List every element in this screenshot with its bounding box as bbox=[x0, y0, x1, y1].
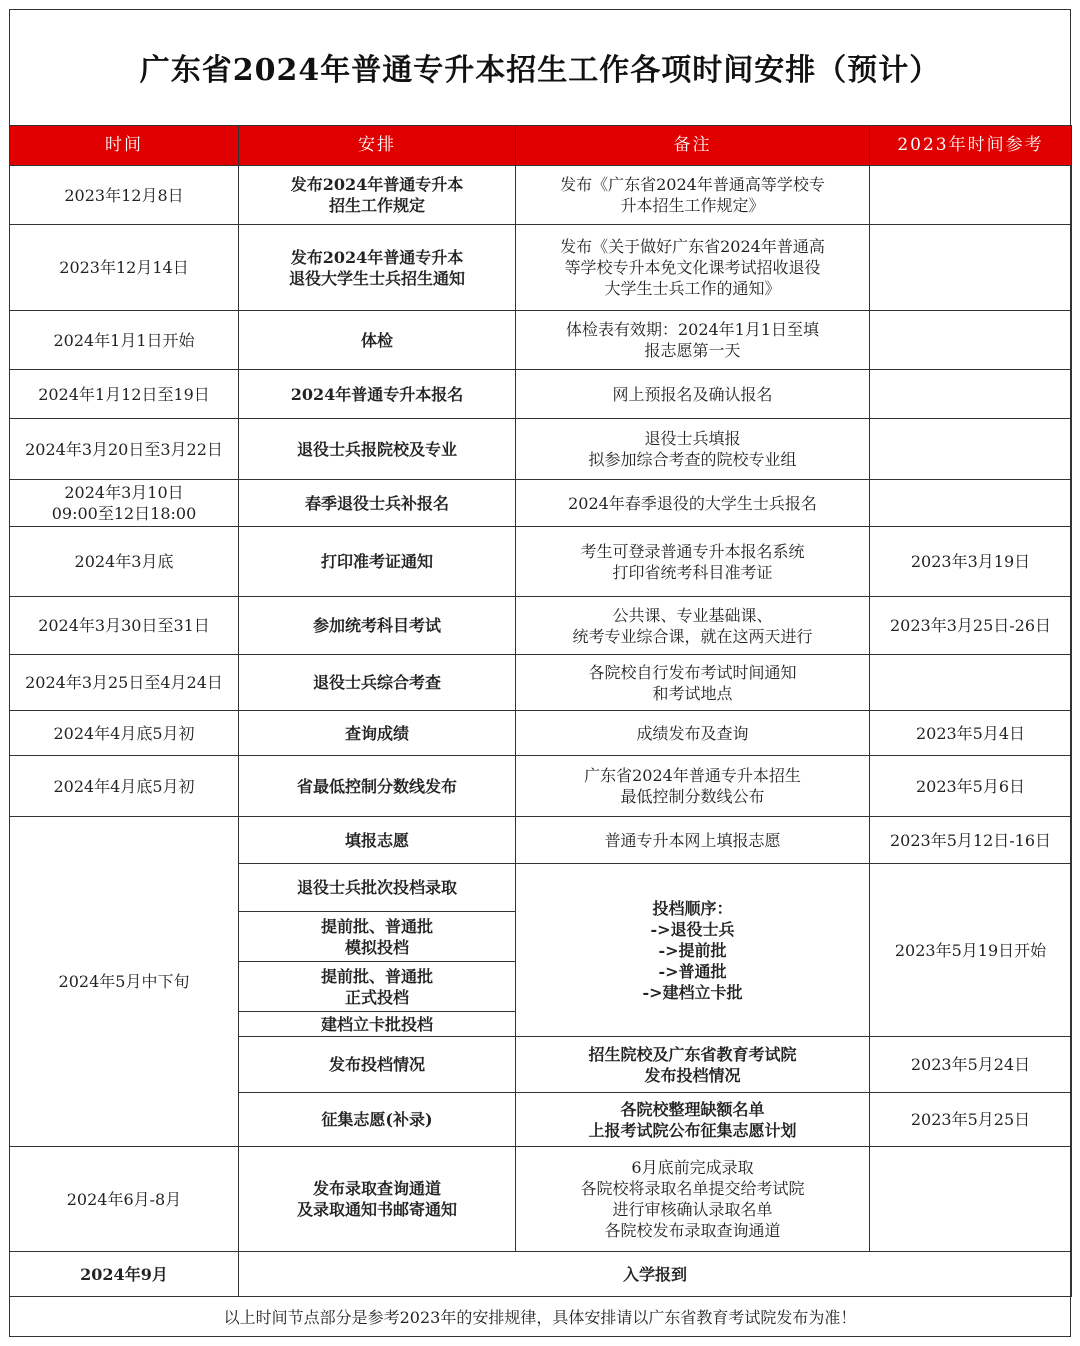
plan-cell-line: 发布2024年普通专升本 bbox=[290, 247, 464, 267]
note-cell bbox=[516, 480, 870, 527]
note-cell bbox=[516, 1093, 870, 1147]
note-cell bbox=[516, 1147, 870, 1252]
plan-cell-line: 发布录取查询通道 bbox=[312, 1179, 441, 1198]
note-cell-line: 6月底前完成录取 bbox=[631, 1158, 754, 1177]
ref-cell-line: 2023年3月25日-26日 bbox=[889, 616, 1052, 635]
plan-cell bbox=[239, 1037, 516, 1093]
plan-cell-line: 打印准考证通知 bbox=[320, 552, 433, 571]
plan-cell bbox=[239, 419, 516, 480]
batch-plan-cell-line: 正式投档 bbox=[344, 987, 409, 1007]
ref-cell bbox=[870, 1147, 1072, 1252]
time-cell bbox=[10, 225, 239, 311]
header-row bbox=[10, 126, 1072, 166]
plan-cell bbox=[239, 1093, 516, 1147]
time-cell-line: 2024年3月20日至3月22日 bbox=[25, 439, 223, 459]
plan-cell bbox=[239, 370, 516, 419]
plan-cell-line: 2024年普通专升本报名 bbox=[290, 384, 464, 404]
plan-cell-line: 招生工作规定 bbox=[328, 196, 425, 215]
ref-cell-line: 2023年5月12日-16日 bbox=[889, 830, 1052, 850]
ref-cell bbox=[870, 480, 1072, 527]
note-cell-line: 等学校专升本免文化课考试招收退役 bbox=[564, 258, 821, 277]
time-cell-line: 2024年9月 bbox=[80, 1264, 168, 1284]
order-note-cell-line: 投档顺序： bbox=[652, 898, 733, 918]
note-cell-line: 进行审核确认录取名单 bbox=[612, 1200, 773, 1219]
ref-cell bbox=[870, 370, 1072, 419]
note-cell-line: 2024年春季退役的大学生士兵报名 bbox=[568, 493, 817, 513]
note-cell-line: 各院校将录取名单提交给考试院 bbox=[580, 1179, 805, 1198]
note-cell-line: 最低控制分数线公布 bbox=[620, 787, 765, 806]
batch-plan-cell-line: 提前批、普通批 bbox=[320, 966, 433, 986]
time-cell bbox=[10, 311, 239, 370]
plan-cell-line: 退役士兵报院校及专业 bbox=[296, 439, 457, 459]
batch-plan-cell-line: 提前批、普通批 bbox=[320, 916, 433, 936]
note-cell-line: 上报考试院公布征集志愿计划 bbox=[588, 1120, 797, 1140]
time-cell-line: 2024年3月25日至4月24日 bbox=[25, 673, 223, 692]
table-row bbox=[10, 756, 1072, 817]
ref-cell bbox=[870, 225, 1072, 311]
note-cell bbox=[516, 166, 870, 225]
time-cell bbox=[10, 655, 239, 711]
plan-cell bbox=[239, 1147, 516, 1252]
time-cell-line: 2024年3月底 bbox=[74, 552, 174, 571]
order-note-cell bbox=[516, 864, 870, 1037]
table-row bbox=[10, 655, 1072, 711]
time-cell bbox=[10, 1147, 239, 1252]
plan-cell bbox=[239, 756, 516, 817]
note-cell-line: 成绩发布及查询 bbox=[636, 723, 749, 743]
table-row bbox=[10, 311, 1072, 370]
ref-cell bbox=[870, 1037, 1072, 1093]
time-cell-line: 09:00至12日18:00 bbox=[51, 504, 197, 523]
table-row bbox=[10, 597, 1072, 655]
plan-cell-line: 省最低控制分数线发布 bbox=[296, 776, 457, 796]
plan-cell bbox=[239, 225, 516, 311]
table-row bbox=[10, 166, 1072, 225]
order-note-cell-line: ->建档立卡批 bbox=[642, 982, 743, 1002]
header-plan: 安排 bbox=[239, 126, 516, 166]
note-cell-line: 升本招生工作规定》 bbox=[620, 196, 765, 215]
plan-cell bbox=[239, 655, 516, 711]
note-cell bbox=[516, 597, 870, 655]
ref-cell bbox=[870, 311, 1072, 370]
time-cell-line: 2024年3月30日至31日 bbox=[38, 616, 210, 635]
batch-plan-cell bbox=[239, 962, 516, 1012]
note-cell-line: 统考专业综合课，就在这两天进行 bbox=[572, 626, 813, 646]
batch-plan-cell-line: 退役士兵批次投档录取 bbox=[296, 878, 457, 897]
note-cell-line: 拟参加综合考查的院校专业组 bbox=[588, 450, 797, 469]
header-note: 备注 bbox=[516, 126, 870, 166]
plan-cell-line: 春季退役士兵补报名 bbox=[304, 493, 449, 513]
note-cell bbox=[516, 419, 870, 480]
plan-cell bbox=[239, 527, 516, 597]
ref-cell-line: 2023年5月25日 bbox=[910, 1110, 1031, 1129]
note-cell-line: 大学生士兵工作的通知》 bbox=[604, 279, 781, 298]
plan-cell-line: 退役士兵综合考查 bbox=[312, 673, 441, 692]
order-note-cell-line: ->普通批 bbox=[658, 961, 727, 981]
time-cell bbox=[10, 419, 239, 480]
note-cell-line: 报志愿第一天 bbox=[644, 341, 741, 360]
note-cell-line: 普通专升本网上填报志愿 bbox=[604, 830, 781, 850]
time-cell-line: 2023年12月8日 bbox=[64, 185, 184, 205]
batch-plan-cell bbox=[239, 912, 516, 962]
note-cell bbox=[516, 370, 870, 419]
note-cell-line: 公共课、专业基础课、 bbox=[612, 605, 773, 625]
ref-cell-line: 2023年5月19日开始 bbox=[894, 940, 1047, 960]
plan-cell bbox=[239, 817, 516, 864]
note-cell bbox=[516, 655, 870, 711]
note-cell-line: 各院校自行发布考试时间通知 bbox=[588, 662, 797, 682]
table-row bbox=[10, 419, 1072, 480]
table-row bbox=[10, 225, 1072, 311]
note-cell-line: 发布《广东省2024年普通高等学校专 bbox=[560, 175, 825, 194]
table-row bbox=[10, 480, 1072, 527]
time-cell bbox=[10, 370, 239, 419]
batch-plan-cell bbox=[239, 1012, 516, 1037]
note-cell bbox=[516, 756, 870, 817]
ref-cell bbox=[870, 817, 1072, 864]
ref-cell-line: 2023年3月19日 bbox=[910, 552, 1031, 571]
batch-plan-cell-line: 模拟投档 bbox=[344, 937, 409, 957]
header-ref: 2023年时间参考 bbox=[870, 126, 1072, 166]
note-cell bbox=[516, 817, 870, 864]
ref-cell bbox=[870, 419, 1072, 480]
note-cell-line: 发布投档情况 bbox=[644, 1065, 741, 1085]
plan-cell-line: 体检 bbox=[360, 330, 393, 350]
time-cell-line: 2024年1月1日开始 bbox=[53, 330, 195, 350]
time-cell bbox=[10, 756, 239, 817]
note-cell-line: 网上预报名及确认报名 bbox=[612, 384, 773, 404]
ref-cell bbox=[870, 1093, 1072, 1147]
plan-cell bbox=[239, 166, 516, 225]
time-cell-line: 2024年4月底5月初 bbox=[53, 723, 195, 743]
note-cell-line: 广东省2024年普通专升本招生 bbox=[584, 766, 801, 785]
note-cell-line: 各院校发布录取查询通道 bbox=[604, 1221, 781, 1240]
ref-cell-line: 2023年5月24日 bbox=[910, 1055, 1031, 1074]
batch-plan-cell-line: 建档立卡批投档 bbox=[320, 1014, 433, 1034]
plan-cell-line: 征集志愿(补录) bbox=[321, 1110, 433, 1129]
time-cell bbox=[10, 166, 239, 225]
note-cell bbox=[516, 527, 870, 597]
time-cell-line: 2023年12月14日 bbox=[59, 258, 189, 277]
plan-cell-line: 入学报到 bbox=[622, 1264, 687, 1284]
note-cell-line: 体检表有效期：2024年1月1日至填 bbox=[565, 320, 820, 339]
time-cell-line: 2024年1月12日至19日 bbox=[38, 384, 210, 404]
note-cell-line: 各院校整理缺额名单 bbox=[620, 1099, 765, 1119]
table-row bbox=[10, 711, 1072, 756]
plan-cell-line: 参加统考科目考试 bbox=[312, 616, 441, 635]
plan-cell-line: 退役大学生士兵招生通知 bbox=[288, 268, 465, 288]
note-cell bbox=[516, 711, 870, 756]
note-cell bbox=[516, 311, 870, 370]
time-cell bbox=[10, 480, 239, 527]
ref-cell-line: 2023年5月4日 bbox=[915, 723, 1026, 743]
table-row bbox=[10, 370, 1072, 419]
time-cell-line: 2024年4月底5月初 bbox=[53, 776, 195, 796]
time-cell bbox=[10, 597, 239, 655]
time-cell-line: 2024年5月中下旬 bbox=[58, 972, 190, 991]
ref-cell bbox=[870, 166, 1072, 225]
time-cell bbox=[10, 527, 239, 597]
ref-cell bbox=[870, 655, 1072, 711]
plan-cell-line: 发布投档情况 bbox=[328, 1055, 425, 1074]
plan-cell-line: 发布2024年普通专升本 bbox=[290, 175, 464, 194]
table-row bbox=[10, 527, 1072, 597]
ref-cell bbox=[870, 756, 1072, 817]
plan-cell-line: 及录取通知书邮寄通知 bbox=[296, 1200, 457, 1219]
time-cell bbox=[10, 1252, 239, 1297]
plan-cell bbox=[239, 1252, 1072, 1297]
note-cell-line: 打印省统考科目准考证 bbox=[612, 562, 773, 582]
ref-cell bbox=[870, 527, 1072, 597]
table-row bbox=[10, 817, 1072, 864]
note-cell bbox=[516, 1037, 870, 1093]
note-cell-line: 发布《关于做好广东省2024年普通高 bbox=[560, 237, 825, 256]
plan-cell-line: 查询成绩 bbox=[344, 723, 409, 743]
table-row bbox=[10, 1147, 1072, 1252]
time-cell bbox=[10, 711, 239, 756]
plan-cell bbox=[239, 597, 516, 655]
plan-cell bbox=[239, 711, 516, 756]
ref-cell bbox=[870, 864, 1072, 1037]
time-cell bbox=[10, 817, 239, 1147]
footer-note: 以上时间节点部分是参考2023年的安排规律，具体安排请以广东省教育考试院发布为准！ bbox=[223, 1308, 857, 1327]
page-title: 广东省2024年普通专升本招生工作各项时间安排（预计） bbox=[139, 53, 941, 88]
note-cell-line: 和考试地点 bbox=[652, 683, 733, 703]
note-cell-line: 退役士兵填报 bbox=[644, 429, 741, 448]
time-cell-line: 2024年3月10日 bbox=[64, 483, 184, 502]
header-time: 时间 bbox=[10, 126, 239, 166]
plan-cell bbox=[239, 480, 516, 527]
note-cell-line: 考生可登录普通专升本报名系统 bbox=[580, 541, 805, 561]
plan-cell-line: 填报志愿 bbox=[344, 830, 409, 850]
plan-cell bbox=[239, 311, 516, 370]
table-row bbox=[10, 1252, 1072, 1297]
note-cell-line: 招生院校及广东省教育考试院 bbox=[588, 1044, 797, 1064]
order-note-cell-line: ->退役士兵 bbox=[650, 919, 735, 939]
schedule-table bbox=[9, 125, 1072, 1297]
order-note-cell-line: ->提前批 bbox=[658, 940, 727, 960]
time-cell-line: 2024年6月-8月 bbox=[66, 1189, 182, 1209]
ref-cell bbox=[870, 711, 1072, 756]
ref-cell bbox=[870, 597, 1072, 655]
ref-cell-line: 2023年5月6日 bbox=[915, 776, 1026, 796]
batch-plan-cell bbox=[239, 864, 516, 912]
note-cell bbox=[516, 225, 870, 311]
